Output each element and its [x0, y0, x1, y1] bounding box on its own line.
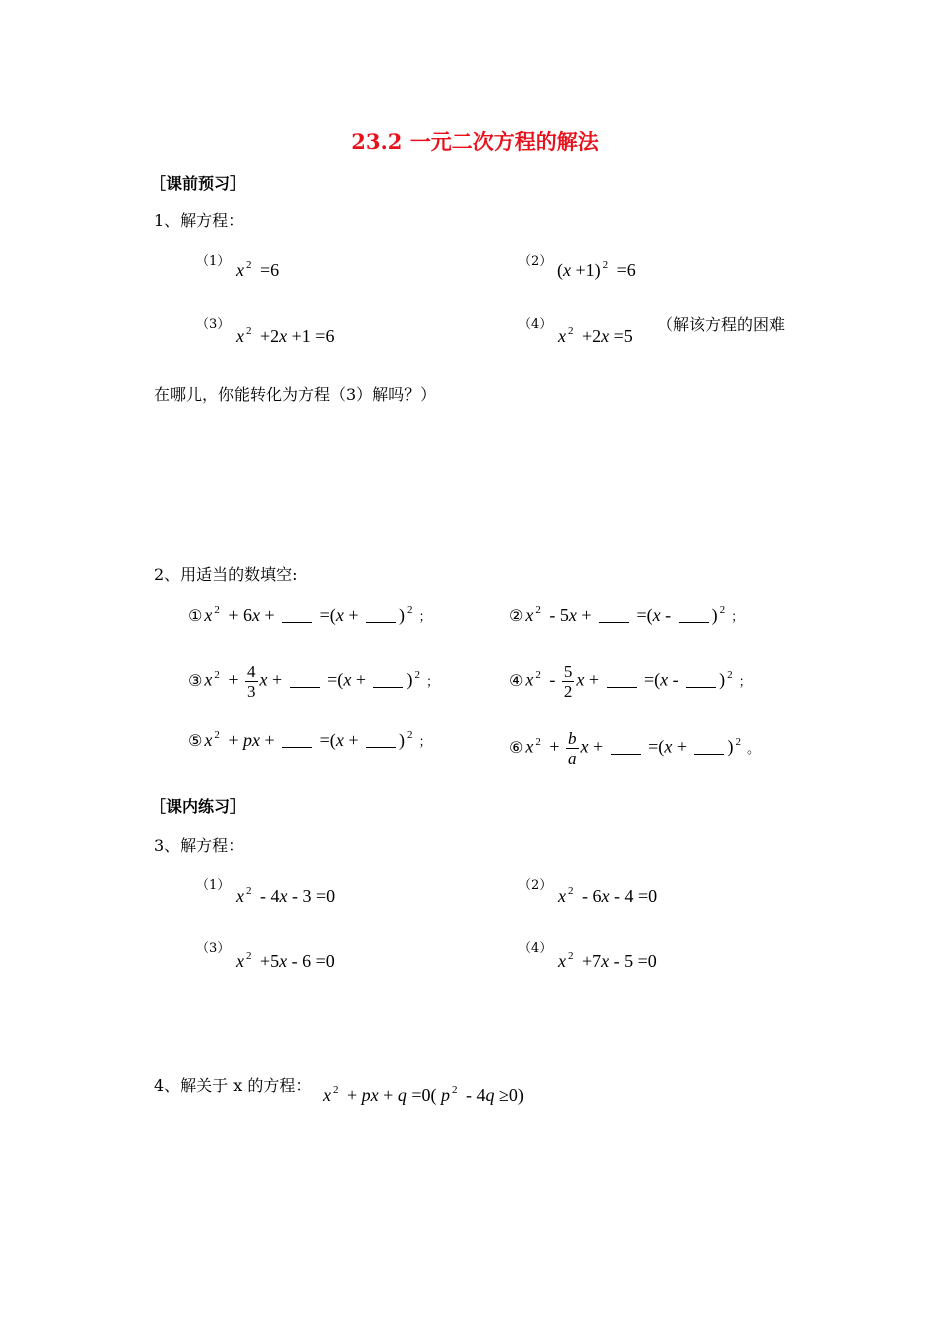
q2-item-6: ⑥ x $^2$ + $\frac{b}{a}$ x + =(x + ) $^2$ 。 [509, 729, 760, 768]
fraction-4-3: $\frac{4}{3}$ [247, 662, 256, 701]
q2-item-6-mark: ⑥ [509, 737, 524, 757]
question-1-prompt: 1、解方程： [154, 211, 245, 230]
q2-item-6-blank-b[interactable] [694, 753, 724, 755]
section-heading-preview: ［课前预习］ [150, 174, 247, 193]
q2-item-5-blank-a[interactable] [282, 746, 312, 748]
fraction-5-2: $\frac{5}{2}$ [563, 662, 573, 701]
q3-item-1-label: （1） [196, 878, 231, 893]
q2-item-3-mark: ③ [188, 670, 203, 690]
q2-item-2: ② x $^2$ - 5x + =(x - ) $^2$ ； [509, 604, 745, 625]
q3-item-3-label: （3） [196, 941, 231, 956]
q1-note-line-1: （解该方程的困难 [657, 315, 786, 334]
q2-item-2-blank-b[interactable] [679, 621, 709, 623]
q3-item-4-label: （4） [518, 941, 553, 956]
q2-item-2-mark: ② [509, 606, 524, 625]
q2-item-3-blank-a[interactable] [290, 686, 320, 688]
q2-item-5-blank-b[interactable] [366, 746, 396, 748]
page-title: 23.2 一元二次方程的解法 [351, 129, 599, 154]
q2-item-3-blank-b[interactable] [373, 686, 403, 688]
q1-item-2-label: （2） [518, 254, 553, 269]
q2-item-5: ⑤ x $^2$ + px + =(x + ) $^2$ ； [188, 729, 432, 750]
question-4-prompt: 4、解关于 x 的方程： [154, 1076, 312, 1095]
question-3-prompt: 3、解方程： [154, 836, 245, 855]
q2-item-4-blank-a[interactable] [607, 686, 637, 688]
section-heading-practice: ［课内练习］ [150, 797, 247, 816]
q2-item-1-blank-b[interactable] [366, 621, 396, 623]
q2-item-1-blank-a[interactable] [282, 621, 312, 623]
q2-item-6-blank-a[interactable] [611, 753, 641, 755]
q2-item-5-mark: ⑤ [188, 731, 203, 750]
q1-item-4-label: （4） [518, 317, 553, 332]
q1-item-2-equation: (x +1) $^2$ =6 [557, 259, 636, 280]
q2-item-1-mark: ① [188, 606, 203, 625]
q2-item-1: ① x $^2$ + 6x + =(x + ) $^2$ ； [188, 604, 432, 625]
q3-item-2-equation: x $^2$ - 6x - 4 =0 [558, 885, 658, 906]
q2-item-4-mark: ④ [509, 670, 524, 690]
q3-item-3-equation: x $^2$ +5x - 6 =0 [236, 950, 335, 971]
q1-note-line-2: 在哪儿，你能转化为方程（3）解吗？） [154, 385, 437, 404]
q3-item-4-equation: x $^2$ +7x - 5 =0 [558, 950, 657, 971]
q1-item-1-equation: x $^2$ =6 [236, 259, 280, 280]
q1-item-4-equation: x $^2$ +2x =5 [558, 325, 633, 346]
q1-item-3-label: （3） [196, 317, 231, 332]
q2-item-2-blank-a[interactable] [599, 621, 629, 623]
q2-item-3: ③ x $^2$ + $\frac{4}{3}$ x + =(x + ) $^2$ ； [188, 662, 439, 701]
q2-item-4: ④ x $^2$ - $\frac{5}{2}$ x + =(x - ) $^2$ ； [509, 662, 752, 701]
q1-item-3-equation: x $^2$ +2x +1 =6 [236, 325, 335, 346]
question-2-prompt: 2、用适当的数填空: [154, 565, 298, 584]
q3-item-2-label: （2） [518, 878, 553, 893]
fraction-b-a: $\frac{b}{a}$ [568, 729, 577, 768]
q2-item-4-blank-b[interactable] [686, 686, 716, 688]
q3-item-1-equation: x $^2$ - 4x - 3 =0 [236, 885, 336, 906]
q4-equation: x $^2$ + px + q =0( p $^2$ - 4q ≥0) [323, 1084, 524, 1105]
q1-item-1-label: （1） [196, 254, 231, 269]
